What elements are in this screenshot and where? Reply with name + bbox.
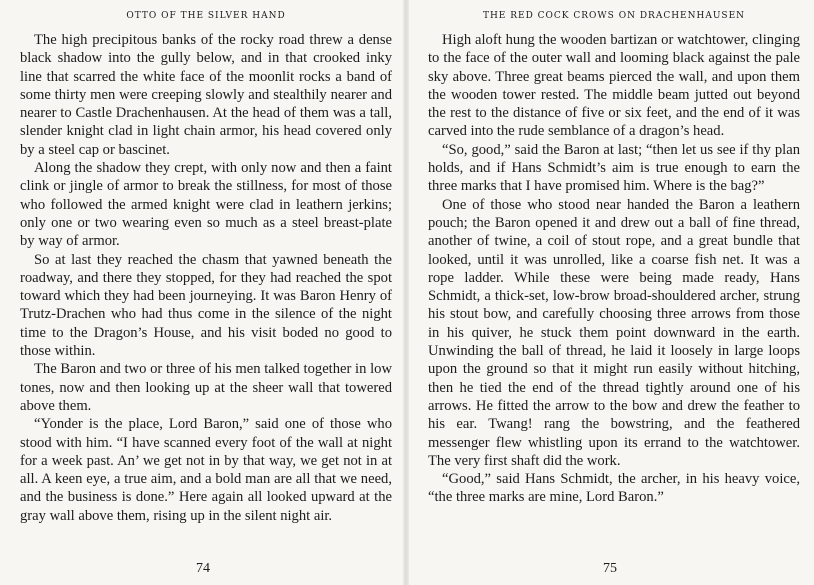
- paragraph: “So, good,” said the Baron at last; “then let us see if thy plan holds, and if Hans Schmidt’s aim is true enough to earn the three marks that I have promised him. Where is the bag?”: [428, 141, 800, 195]
- right-body-text: [428, 31, 800, 507]
- paragraph: “Good,” said Hans Schmidt, the archer, in his heavy voice, “the three marks are mine, Lord Baron.”: [428, 471, 800, 506]
- paragraph: One of those who stood near handed the Baron a leathern pouch; the Baron opened it and drew out a ball of fine thread, another of twine, a coil of stout rope, and a great bundle that looked, until it was unrolled, like a coarse fish net. It was a rope ladder. While these were being made ready, Hans Schmidt, a thick-set, low-brow broad-shouldered archer, strung his stout bow, and carefully choosing three arrows from those in his quiver, he stuck them point downward in the earth. Unwinding the ball of thread, he laid it loosely in large loops upon the ground so that it might run easily without hitching, then he tied the end of the thread tightly around one of his arrows. He fitted the arrow to the bow and drew the feather to his ear. Twang! rang the bowstring, and the feathered messenger flew whistling upon its errand to the watchtower. The very first shaft did the work.: [428, 196, 800, 469]
- paragraph: The Baron and two or three of his men talked together in low tones, now and then looking up at the sheer wall that towered above them.: [20, 361, 392, 414]
- left-page: [0, 0, 406, 585]
- paragraph: High aloft hung the wooden bartizan or watchtower, clinging to the face of the outer wall and looming black against the pale sky above. Three great beams pierced the wall, and upon them the wooden tower rested. The middle beam jutted out beyond the rest to the distance of five or six feet, and the end of it was carved into the rude semblance of a dragon’s head.: [428, 32, 800, 140]
- right-page-number: 75: [603, 561, 617, 576]
- right-page: [406, 0, 814, 585]
- right-running-head: THE RED COCK CROWS ON DRACHENHAUSEN: [482, 11, 746, 21]
- paragraph: So at last they reached the chasm that yawned beneath the roadway, and there they stopped, for they had reached the spot toward which they had been journeying. It was Baron Henry of Trutz-Drachen who had thus come in the silence of the night time to the Dragon’s House, and his visit boded no good to those within.: [20, 251, 392, 360]
- left-body-text: [20, 31, 392, 525]
- paragraph: Along the shadow they crept, with only now and then a faint clink or jingle of armor to break the stillness, for most of those who followed the armed knight were clad in leathern jerkins; only one or two wearing even so much as a steel breast-plate by way of armor.: [20, 160, 392, 250]
- left-running-head: OTTO OF THE SILVER HAND: [126, 11, 286, 21]
- paragraph: “Yonder is the place, Lord Baron,” said one of those who stood with him. “I have scanned every foot of the wall at night for a week past. An’ we get not in by that way, we get not in at all. A keen eye, a true aim, and a bold man are all that we need, and the business is done.” Here again all looked upward at the gray wall above them, rising up in the silent night air.: [20, 416, 392, 524]
- paragraph: The high precipitous banks of the rocky road threw a dense black shadow into the gully below, and in that crooked inky line that scarred the white face of the moonlit rocks a band of some thirty men were creeping slowly and stealthily nearer and nearer to Castle Drachenhausen. At the head of them was a tall, slender knight clad in light chain armor, his head covered only by a steel cap or bascinet.: [20, 32, 392, 158]
- left-page-number: 74: [196, 561, 210, 576]
